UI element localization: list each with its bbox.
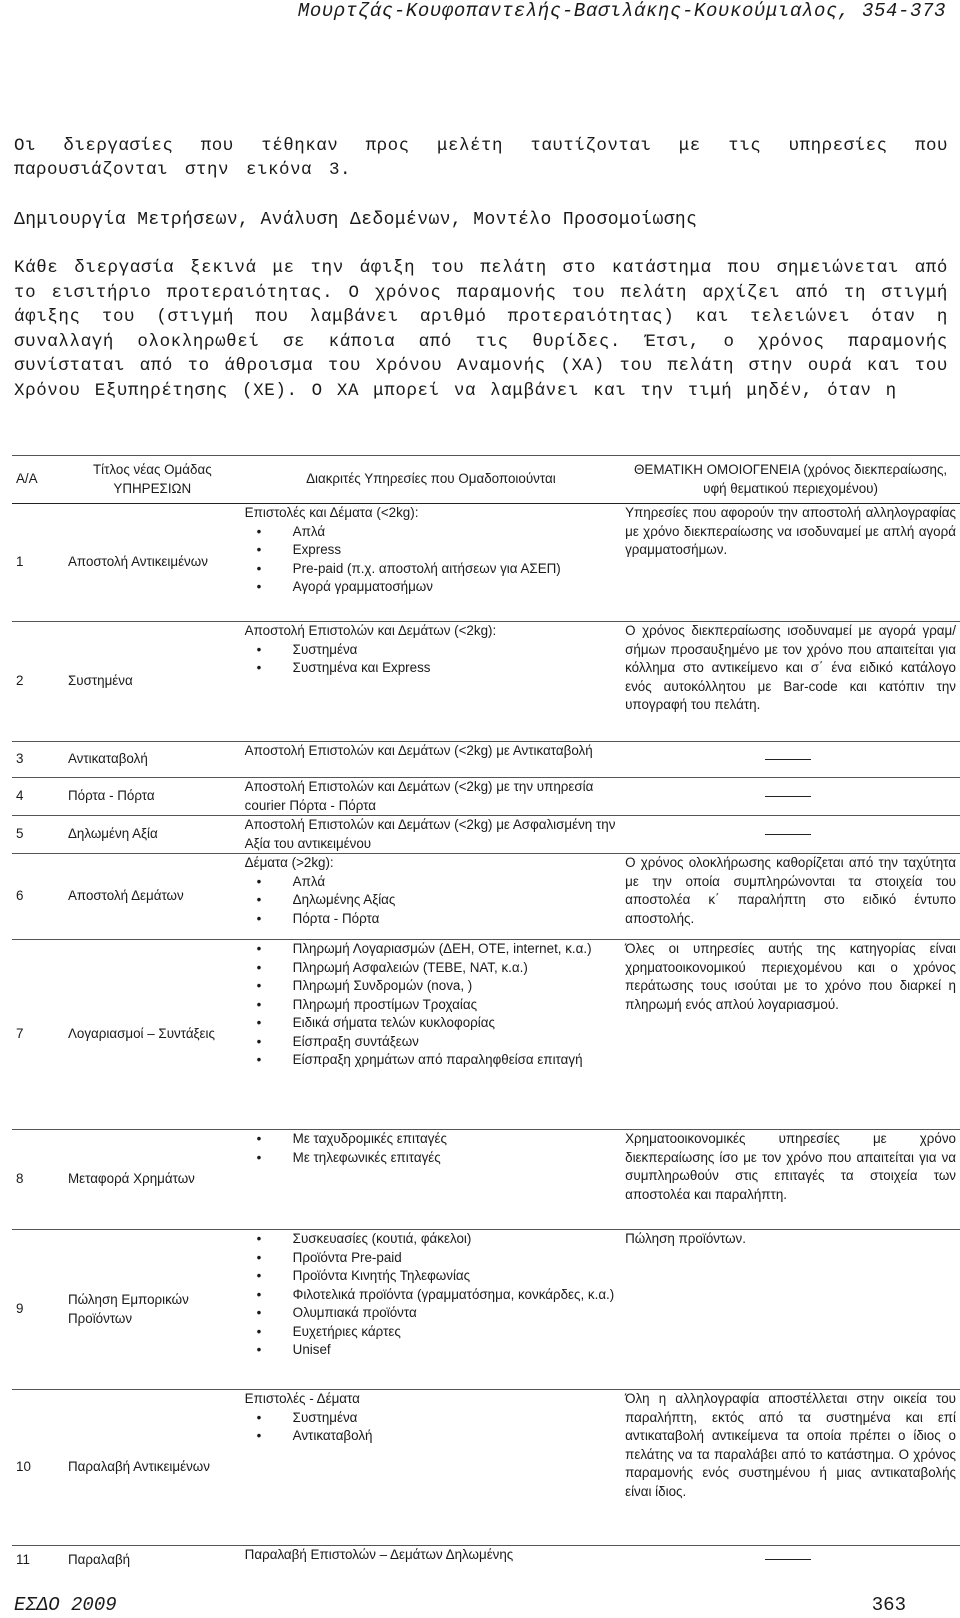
row-group-title: Αντικαταβολή: [64, 742, 241, 778]
row-number: 2: [12, 622, 64, 742]
row-group-title: Παραλαβή: [64, 1546, 241, 1574]
service-item: • Πληρωμή προστίμων Τροχαίας: [293, 996, 617, 1015]
table-row: [12, 1390, 960, 1546]
services-list: [245, 523, 617, 597]
running-header: Μουρτζάς-Κουφοπαντελής-Βασιλάκης-Κουκούμιαλος, 354-373: [297, 0, 946, 22]
table-row: [12, 742, 960, 778]
table-row: [12, 622, 960, 742]
service-item: • Συστημένα και Express: [293, 659, 617, 678]
service-item: • Συστημένα: [293, 641, 617, 660]
services-list: [245, 873, 617, 929]
row-services: [241, 742, 621, 778]
service-item: • Πληρωμή Λογαριασμών (ΔΕΗ, ΟΤΕ, internet, κ.α.): [293, 940, 617, 959]
row-number: 5: [12, 816, 64, 854]
service-item: • Πληρωμή Συνδρομών (nova, ): [293, 977, 617, 996]
table-row: [12, 504, 960, 622]
empty-dash: [765, 1559, 811, 1560]
row-services: [241, 1390, 621, 1546]
service-item: • Είσπραξη χρημάτων από παραληφθείσα επιταγή: [293, 1051, 617, 1070]
row-services: [241, 622, 621, 742]
service-item: • Αντικαταβολή: [293, 1427, 617, 1446]
intro-paragraph: Οι διεργασίες που τέθηκαν προς μελέτη ταυτίζονται με τις υπηρεσίες που παρουσιάζονται στην εικόνα 3.: [14, 136, 948, 180]
service-item: • Προϊόντα Κινητής Τηλεφωνίας: [293, 1267, 617, 1286]
service-item: • Πόρτα - Πόρτα: [293, 910, 617, 929]
services-intro: Επιστολές - Δέματα: [244, 1391, 360, 1406]
row-number: 1: [12, 504, 64, 622]
header-num: Α/Α: [12, 456, 64, 504]
row-group-title: Αποστολή Δεμάτων: [64, 854, 241, 940]
row-theme: Πώληση προϊόντων.: [621, 1230, 960, 1390]
row-theme: [621, 816, 960, 854]
service-item: • Unisef: [293, 1341, 617, 1360]
row-theme: Ο χρόνος διεκπεραίωσης ισοδυναμεί με αγορά γραμ/σήμων προσαυξημένο με τον χρόνο που απαιτείται για κόλλημα στο αντικείμενο και σ΄ ένα ειδικό κατάλογο ενός αυτοκόλλητου με Bar-code και κατόπιν την υπογραφή του πελάτη.: [621, 622, 960, 742]
services-list: [245, 1409, 617, 1446]
row-theme: Υπηρεσίες που αφορούν την αποστολή αλληλογραφίας με χρόνο διεκπεραίωσης να ισοδυναμεί με απλή αγορά γραμματοσήμων.: [621, 504, 960, 622]
table-row: [12, 1230, 960, 1390]
empty-dash: [765, 796, 811, 797]
service-item: • Είσπραξη συντάξεων: [293, 1033, 617, 1052]
service-item: • Ευχετήριες κάρτες: [293, 1323, 617, 1342]
row-number: 4: [12, 778, 64, 816]
row-services: [241, 816, 621, 854]
row-services: [241, 504, 621, 622]
table-row: [12, 778, 960, 816]
page-number: 363: [871, 1594, 906, 1616]
service-item: • Αγορά γραμματοσήμων: [293, 578, 617, 597]
row-group-title: Συστημένα: [64, 622, 241, 742]
service-item: • Με τηλεφωνικές επιταγές: [293, 1149, 617, 1168]
services-intro: Αποστολή Επιστολών και Δεμάτων (<2kg):: [244, 623, 497, 638]
service-item: • Ειδικά σήματα τελών κυκλοφορίας: [293, 1014, 617, 1033]
table-row: [12, 854, 960, 940]
row-group-title: Αποστολή Αντικειμένων: [64, 504, 241, 622]
row-group-title: Πώληση Εμπορικών Προϊόντων: [64, 1230, 241, 1390]
service-item: • Με ταχυδρομικές επιταγές: [293, 1130, 617, 1149]
row-group-title: Λογαριασμοί – Συντάξεις: [64, 940, 241, 1130]
row-services: [241, 1130, 621, 1230]
row-group-title: Παραλαβή Αντικειμένων: [64, 1390, 241, 1546]
services-intro: Αποστολή Επιστολών και Δεμάτων (<2kg) με την υπηρεσία courier Πόρτα - Πόρτα: [244, 779, 594, 813]
services-intro: Επιστολές και Δέματα (<2kg):: [244, 505, 419, 520]
service-item: • Φιλοτελικά προϊόντα (γραμματόσημα, κονκάρδες, κ.α.): [293, 1286, 617, 1305]
table-row: [12, 940, 960, 1130]
header-title: Τίτλος νέας Ομάδας ΥΠΗΡΕΣΙΩΝ: [64, 456, 241, 504]
services-intro: Παραλαβή Επιστολών – Δεμάτων Δηλωμένης: [244, 1547, 514, 1562]
service-item: • Pre-paid (π.χ. αποστολή αιτήσεων για ΑΣΕΠ): [293, 560, 617, 579]
row-number: 9: [12, 1230, 64, 1390]
table-row: [12, 1130, 960, 1230]
service-item: • Απλά: [293, 523, 617, 542]
row-number: 3: [12, 742, 64, 778]
row-number: 6: [12, 854, 64, 940]
row-theme: [621, 742, 960, 778]
header-theme: ΘΕΜΑΤΙΚΗ ΟΜΟΙΟΓΕΝΕΙΑ (χρόνος διεκπεραίωσης, υφή θεματικού περιεχομένου): [621, 456, 960, 504]
service-item: • Δηλωμένης Αξίας: [293, 891, 617, 910]
table-header-row: [12, 456, 960, 504]
row-theme: Χρηματοοικονομικές υπηρεσίες με χρόνο διεκπεραίωσης ίσο με τον χρόνο που απαιτείται για να συμπληρωθούν στις επιταγές τα στοιχεία των αποστολέα και παραλήπτη.: [621, 1130, 960, 1230]
services-intro: Αποστολή Επιστολών και Δεμάτων (<2kg) με Αντικαταβολή: [244, 743, 593, 758]
row-group-title: Μεταφορά Χρημάτων: [64, 1130, 241, 1230]
footer-journal: ΕΣΔΟ 2009: [14, 1594, 117, 1616]
empty-dash: [765, 834, 811, 835]
table-row: [12, 816, 960, 854]
service-item: • Συστημένα: [293, 1409, 617, 1428]
section-heading: Δημιουργία Μετρήσεων, Ανάλυση Δεδομένων, Μοντέλο Προσομοίωσης: [14, 210, 698, 230]
services-intro: Δέματα (>2kg):: [244, 855, 334, 870]
row-theme: Όλη η αλληλογραφία αποστέλλεται στην οικεία του παραλήπτη, εκτός από τα συστημένα και επί αντικαταβολή αντικείμενα τα οποία πρέπει ο ίδιος ο πελάτης να τα παραλάβει από το κατάστημα. Ο χρόνος παραμονής ενός συστημένου ή μιας αντικαταβολής είναι ίδιος.: [621, 1390, 960, 1546]
row-number: 10: [12, 1390, 64, 1546]
service-item: • Προϊόντα Pre-paid: [293, 1249, 617, 1268]
row-services: [241, 854, 621, 940]
row-services: [241, 1546, 621, 1574]
row-number: 7: [12, 940, 64, 1130]
empty-dash: [765, 759, 811, 760]
service-item: • Ολυμπιακά προϊόντα: [293, 1304, 617, 1323]
row-services: [241, 778, 621, 816]
row-number: 11: [12, 1546, 64, 1574]
row-number: 8: [12, 1130, 64, 1230]
services-list: [245, 1130, 617, 1167]
row-services: [241, 940, 621, 1130]
body-paragraph: Κάθε διεργασία ξεκινά με την άφιξη του πελάτη στο κατάστημα που σημειώνεται από το εισιτήριο προτεραιότητας. Ο χρόνος παραμονής του πελάτη αρχίζει από τη στιγμή άφιξης του (στιγμή που λαμβάνει αριθμό προτεραιότητας) και τελειώνει όταν η συναλλαγή ολοκληρωθεί σε κάποια από τις θυρίδες. Έτσι, ο χρόνος παραμονής συνίσταται από το άθροισμα του Χρόνου Αναμονής (ΧΑ) του πελάτη στην ουρά και του Χρόνου Εξυπηρέτησης (ΧΕ). Ο ΧΑ μπορεί να λαμβάνει και την τιμή μηδέν, όταν η: [14, 258, 948, 401]
services-table: [12, 455, 960, 1574]
row-group-title: Δηλωμένη Αξία: [64, 816, 241, 854]
services-list: [245, 940, 617, 1070]
service-item: • Απλά: [293, 873, 617, 892]
running-footer: [14, 1594, 906, 1616]
row-group-title: Πόρτα - Πόρτα: [64, 778, 241, 816]
services-list: [245, 1230, 617, 1360]
service-item: • Πληρωμή Ασφαλειών (ΤΕΒΕ, ΝΑΤ, κ.α.): [293, 959, 617, 978]
header-services: Διακριτές Υπηρεσίες που Ομαδοποιούνται: [241, 456, 621, 504]
row-theme: Όλες οι υπηρεσίες αυτής της κατηγορίας είναι χρηματοοικονομικού περιεχομένου και ο χρόνος περάτωσης τους ισούται με το χρόνο που διαρκεί η πληρωμή ενός απλού λογαριασμού.: [621, 940, 960, 1130]
row-theme: [621, 1546, 960, 1574]
row-services: [241, 1230, 621, 1390]
service-item: • Συσκευασίες (κουτιά, φάκελοι): [293, 1230, 617, 1249]
row-theme: Ο χρόνος ολοκλήρωσης καθορίζεται από την ταχύτητα με την οποία συμπληρώνονται τα στοιχεία του αποστολέα κ΄ παραλήπτη στο ειδικό έντυπο αποστολής.: [621, 854, 960, 940]
services-intro: Αποστολή Επιστολών και Δεμάτων (<2kg) με Ασφαλισμένη την Αξία του αντικειμένου: [244, 817, 616, 851]
services-list: [245, 641, 617, 678]
table-row: [12, 1546, 960, 1574]
row-theme: [621, 778, 960, 816]
service-item: • Express: [293, 541, 617, 560]
